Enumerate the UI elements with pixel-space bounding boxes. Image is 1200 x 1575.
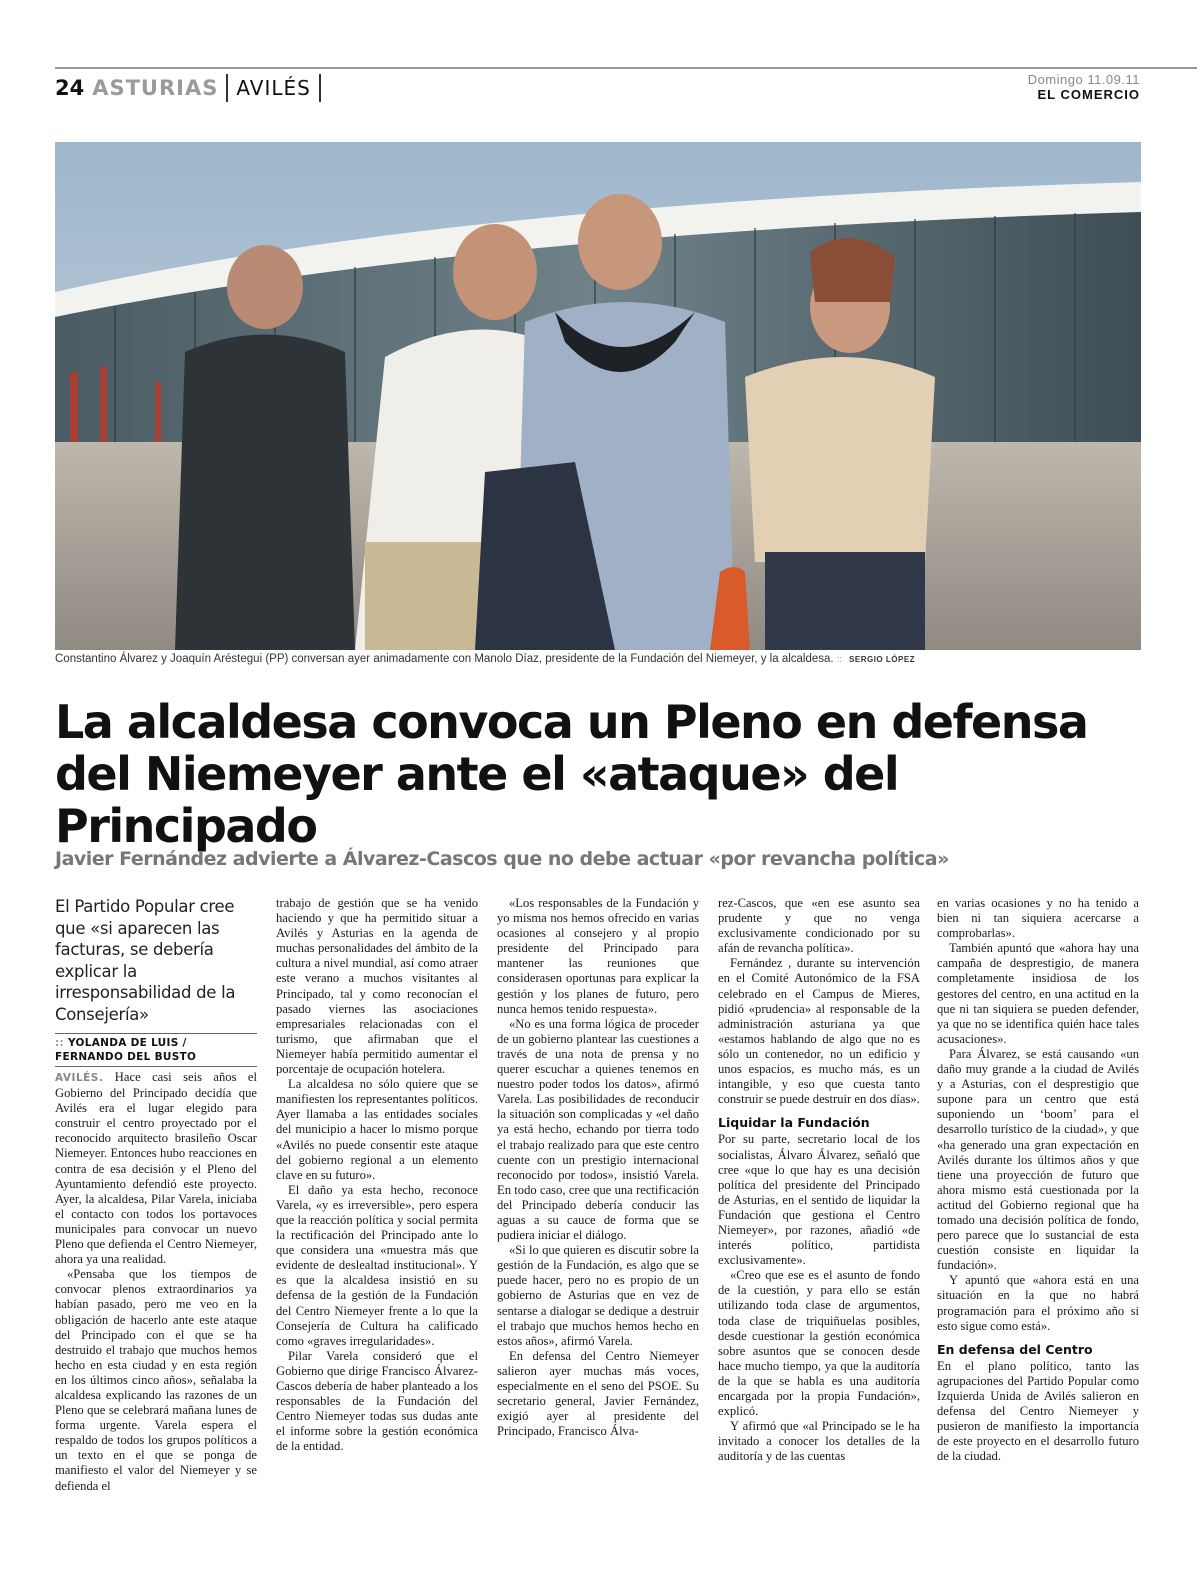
byline-author-2: FERNANDO DEL BUSTO [55,1051,197,1063]
paragraph: «Pensaba que los tiempos de convocar plenos extraordinarios ya habían pasado, pero me veo en la obligación de hacerlo ante este ataque del Principado con el que se ha destruido el trabajo que muchos hemos hecho en esta ciudad y en esta región en los últimos cinco años», señalaba la alcaldesa explicando las razones de un Pleno que se celebrará mañana lunes de forma urgente. Varela espera el respaldo de todos los grupos políticos a un texto en el que se ponga de manifiesto el valor del Niemeyer y se defienda el [55,1267,257,1493]
paragraph: Para Álvarez, se está causando «un daño muy grande a la ciudad de Avilés y a Asturias, con el desprestigio que supone para un centro que está suponiendo un ‘boom’ para el desarrollo turístico de la ciudad», y que «ha generado una gran expectación en Avilés durante los últimos años y que tiene una proyección de futuro que ahora mismo está cuestionada por la actitud del Gobierno regional que ha tomado una decisión política de fondo, pero parece que lo sustancial de esta cuestión consiste en liquidar la fundación». [937,1046,1139,1273]
lead-photo-illustration [55,142,1141,650]
photo-caption [55,653,1141,665]
intertitle: En defensa del Centro [937,1341,1093,1357]
header-rule [55,67,1197,69]
article-column-4 [718,896,920,1464]
intertitle: Liquidar la Fundación [718,1115,870,1131]
section-separator [226,74,228,102]
subsection-name: AVILÉS [236,76,311,100]
page-number: 24 [55,76,85,100]
newspaper-name: EL COMERCIO [1037,87,1140,102]
section-separator-end [319,74,321,102]
paragraph: Y apuntó que «ahora está en una situación en la que no habrá programación para el próximo año si esto sigue como está». [937,1273,1139,1333]
paragraph: La alcaldesa no sólo quiere que se manifiesten los representantes políticos. Ayer llamaba a las entidades sociales del municipio a hacer lo mismo porque «Avilés no puede consentir este ataque del gobierno regional a un elemento clave en su futuro». [276,1077,478,1182]
article-column-1 [55,896,257,1494]
paragraph: En defensa del Centro Niemeyer salieron ayer muchas más voces, especialmente en el seno del PSOE. Su secretario general, Javier Fernández, exigió ayer al presidente del Principado, Francisco Álva- [497,1348,699,1439]
paragraph: «Si lo que quieren es discutir sobre la gestión de la Fundación, es algo que se puede hacer, pero no es propio de un gobierno de Asturias que en vez de sentarse a dialogar se dedique a destruir el trabajo que muchos hemos hecho en estos años», afirmó Varela. [497,1243,699,1348]
paragraph [55,1070,257,1267]
paragraph: En el plano político, tanto las agrupaciones del Partido Popular como Izquierda Unida de Avilés salieron en defensa del Centro Niemeyer y pusieron de manifiesto la importancia de este proyecto en el desarrollo futuro de la ciudad. [937,1358,1139,1464]
paragraph: Por su parte, secretario local de los socialistas, Álvaro Álvarez, señaló que cree «que lo que hay es una decisión política del presidente del Principado de Asturias, en el sentido de liquidar la Fundación que gestiona el Centro Niemeyer», por razones, añadió «de interés político, partidista exclusivamente». [718,1132,920,1268]
paragraph: También apuntó que «ahora hay una campaña de desprestigio, de manera completamente insidiosa de los gestores del centro, en una actitud en la que ni tan siquiera se pueden defender, ya que no se identifica quién hace tales acusaciones». [937,941,1139,1046]
location-tag: AVILÉS. [55,1072,104,1084]
issue-date: Domingo 11.09.11 [1027,72,1140,87]
paragraph: rez-Cascos, que «en ese asunto sea prudente y que no venga exclusivamente condicionado por su afán de revancha política». [718,896,920,956]
byline [55,1033,257,1067]
section-name: ASTURIAS [92,76,219,100]
article-column-2 [276,896,478,1454]
paragraph: Fernández , durante su intervención en el Comité Autonómico de la FSA celebrado en el Campus de Mieres, pidió «prudencia» al responsable de la administración asturiana ya que «estamos hablando de algo que no es sólo un contenedor, no un edificio y unos espacios, es mucho más, es un intangible, y eso que cuesta tanto construir se puede destruir en dos días». [718,956,920,1107]
standfirst: El Partido Popular cree que «si aparecen las facturas, se debería explicar la irresponsabilidad de la Consejería» [55,897,236,1024]
headline: La alcaldesa convoca un Pleno en defensa del Niemeyer ante el «ataque» del Principado [55,695,1088,853]
paragraph: «Creo que ese es el asunto de fondo de la cuestión, y para ello se están utilizando toda clase de argumentos, toda clase de triquiñuelas posibles, desde cuestionar la gestión económica sobre asuntos que se conocen desde hace mucho tiempo, ya que la auditoría de la que se habla es una auditoría encargada por la propia Fundación», explicó. [718,1268,920,1419]
credit-separator: :: [836,654,842,664]
paragraph: en varias ocasiones y no ha tenido a bien ni tan siquiera acercarse a comprobarlas». [937,896,1139,941]
article-column-5 [937,896,1139,1464]
paragraph-text: Hace casi seis años el Gobierno del Principado decidía que Avilés era el lugar elegido para construir el centro proyectado por el reconocido arquitecto brasileño Oscar Niemeyer. Entonces hubo reacciones en contra de esa decisión y el Pleno del Ayuntamiento defendió este proyecto. Ayer, la alcaldesa, Pilar Varela, iniciaba el contacto con todos los portavoces municipales para convocar un nuevo Pleno que defienda el Centro Niemeyer, ahora ya una realidad. [55,1070,257,1267]
byline-separator: :: [55,1037,64,1049]
paragraph: «Los responsables de la Fundación y yo misma nos hemos ofrecido en varias ocasiones al consejero y al propio presidente del Principado para mantener las reuniones que considerasen oportunas para explicar la gestión y los planes de futuro, pero nunca hemos tenido respuesta». [497,896,699,1016]
article-column-3 [497,896,699,1439]
masthead-info [1028,72,1140,102]
paragraph: El daño ya esta hecho, reconoce Varela, «y es irreversible», pero espera que la reacción política y social permita la rectificación del Principado ante lo que considera una «muestra más que evidente de deslealtad institucional». Y es que la alcaldesa insistió en su defensa de la gestión de la Fundación del Centro Niemeyer frente a lo que la Consejería de Cultura ha calificado como «graves irregularidades». [276,1182,478,1348]
caption-text: Constantino Álvarez y Joaquín Aréstegui (PP) conversan ayer animadamente con Manolo Díaz, presidente de la Fundación del Niemeyer, y la alcaldesa. [55,653,834,665]
paragraph: trabajo de gestión que se ha venido haciendo y que ha permitido situar a Avilés y Asturias en la agenda de muchas personalidades del ámbito de la cultura a nivel mundial, así como atraer este verano a muchos visitantes al Principado, tal y como reconocían el pasado viernes las asociaciones empresariales relacionadas con el turismo, que afirmaban que el Niemeyer había permitido aumentar el porcentaje de ocupación hotelera. [276,896,478,1077]
paragraph: Pilar Varela consideró que el Gobierno que dirige Francisco Álvarez-Cascos debería de haber planteado a los responsables de la Fundación del Centro Niemeyer todas sus dudas ante el informe sobre la gestión económica de la entidad. [276,1348,478,1454]
lead-photo [55,142,1141,650]
section-nav [55,74,329,102]
photo-credit: SERGIO LÓPEZ [849,655,916,664]
paragraph: «No es una forma lógica de proceder de un gobierno plantear las cuestiones a través de una nota de prensa y no querer escuchar a quienes tenemos en nuestro poder todos los datos», afirmó Varela. Las posibilidades de reconducir la situación son complicadas y «el daño ya está hecho, echando por tierra todo el trabajo realizado para que este centro cuente con un prestigio internacional reconocido por todos», insistió Varela. En todo caso, cree que una rectificación del Principado debería conducir las aguas a su cauce de forma que se pudiera iniciar el diálogo. [497,1016,699,1243]
subheadline: Javier Fernández advierte a Álvarez-Cascos que no debe actuar «por revancha política» [55,848,949,870]
paragraph: Y afirmó que «al Principado se le ha invitado a conocer los detalles de la auditoría y de las cuentas [718,1419,920,1464]
byline-author-1: YOLANDA DE LUIS / [67,1037,187,1049]
page-header [55,72,1140,104]
